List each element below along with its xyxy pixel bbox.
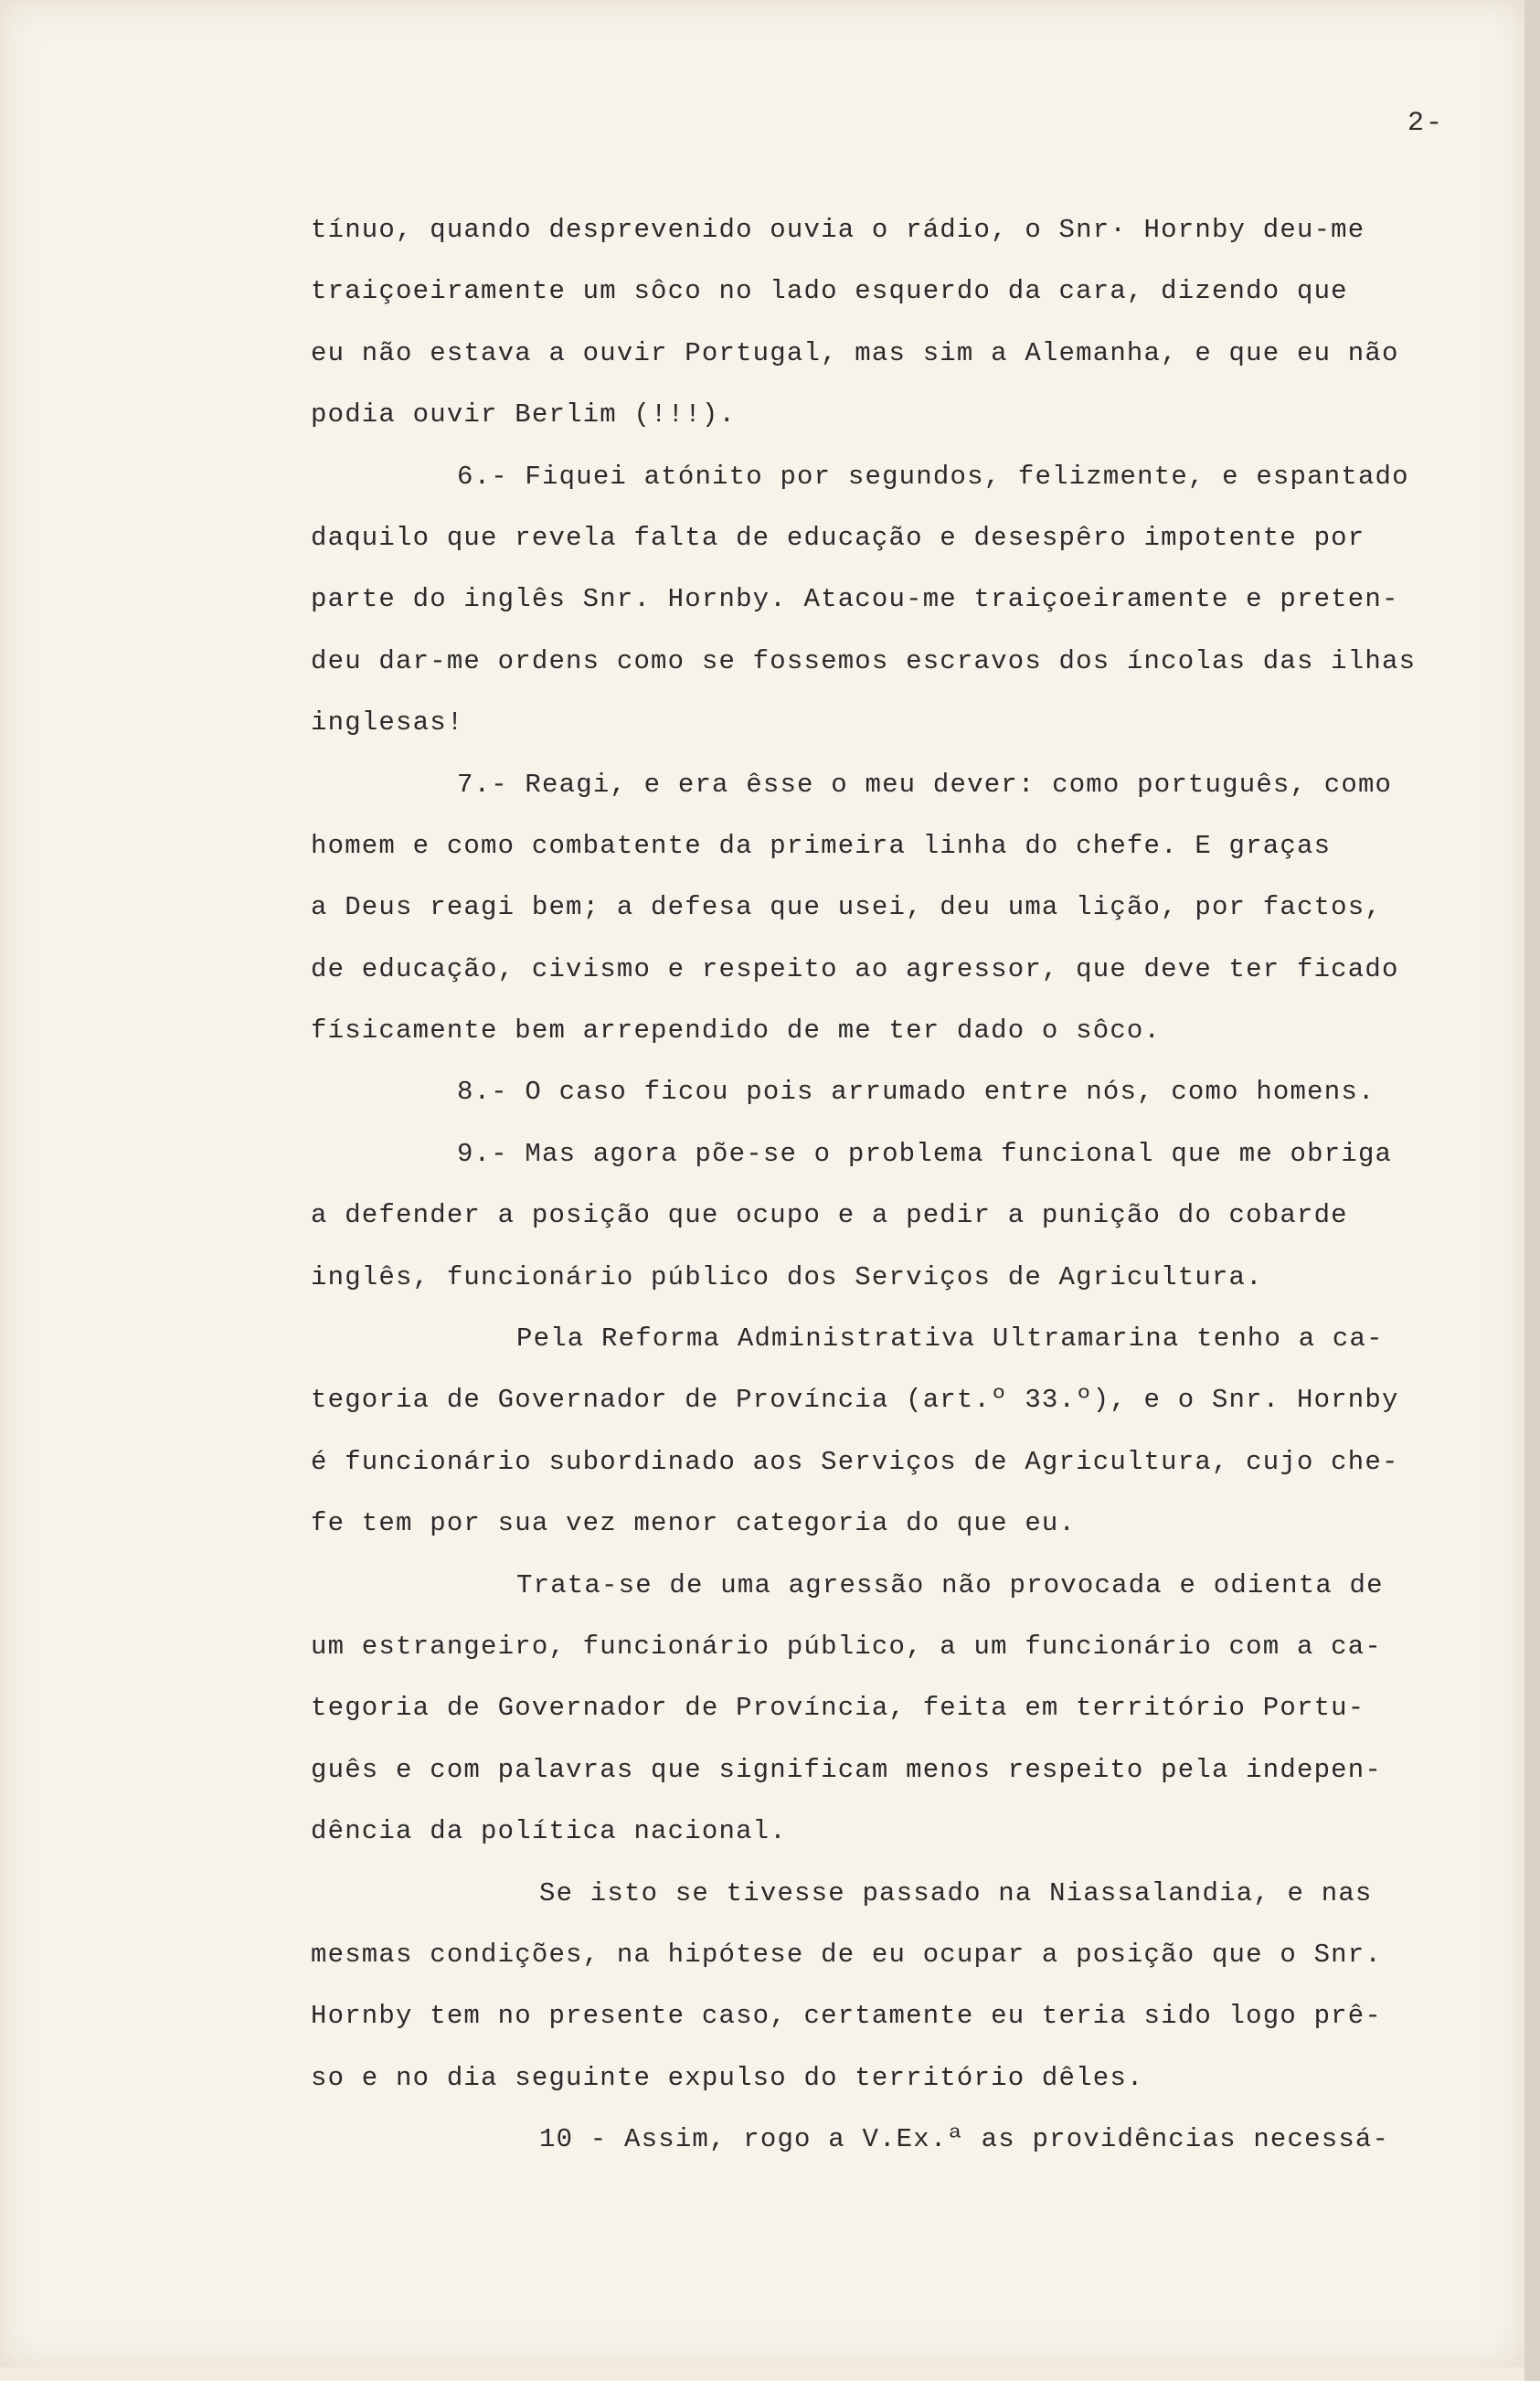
text-line: um estrangeiro, funcionário público, a um funcionário com a ca- <box>311 1631 1382 1662</box>
text-line: eu não estava a ouvir Portugal, mas sim a Alemanha, e que eu não <box>311 337 1399 368</box>
text-line: 6.- Fiquei atónito por segundos, felizmente, e espantado <box>457 461 1409 492</box>
text-line: 7.- Reagi, e era êsse o meu dever: como português, como <box>457 769 1393 800</box>
text-line: Trata-se de uma agressão não provocada e odienta de <box>516 1569 1384 1600</box>
page-edge <box>1524 0 1540 2381</box>
text-line: podia ouvir Berlim (!!!). <box>311 399 737 430</box>
text-line: dência da política nacional. <box>311 1816 787 1847</box>
text-line: Pela Reforma Administrativa Ultramarina tenho a ca- <box>516 1323 1384 1355</box>
text-line: Hornby tem no presente caso, certamente eu teria sido logo prê- <box>311 2001 1382 2032</box>
text-line: fe tem por sua vez menor categoria do que eu. <box>311 1508 1077 1539</box>
text-line: guês e com palavras que significam menos respeito pela indepen- <box>311 1754 1382 1785</box>
text-line: deu dar-me ordens como se fossemos escravos dos íncolas das ilhas <box>311 645 1417 676</box>
text-line: inglesas! <box>311 707 464 739</box>
text-line: físicamente bem arrependido de me ter dado o sôco. <box>311 1015 1162 1047</box>
text-line: mesmas condições, na hipótese de eu ocupar a posição que o Snr. <box>311 1939 1382 1970</box>
text-line: tínuo, quando desprevenido ouvia o rádio, o Snr· Hornby deu-me <box>311 215 1365 245</box>
text-line: parte do inglês Snr. Hornby. Atacou-me traiçoeiramente e preten- <box>311 584 1399 615</box>
text-line: daquilo que revela falta de educação e desespêro impotente por <box>311 522 1365 553</box>
page-number: 2- <box>1407 108 1445 139</box>
text-line: a Deus reagi bem; a defesa que usei, deu uma lição, por factos, <box>311 892 1382 923</box>
letter-body <box>311 199 1499 2171</box>
text-line: traiçoeiramente um sôco no lado esquerdo da cara, dizendo que <box>311 276 1348 307</box>
text-line: so e no dia seguinte expulso do território dêles. <box>311 2062 1144 2093</box>
text-line: 9.- Mas agora põe-se o problema funcional que me obriga <box>457 1138 1393 1169</box>
text-line: inglês, funcionário público dos Serviços de Agricultura. <box>311 1261 1263 1292</box>
text-line: 10 - Assim, rogo a V.Ex.ª as providências necessá- <box>539 2124 1390 2155</box>
text-line: homem e como combatente da primeira linha do chefe. E graças <box>311 830 1332 861</box>
text-line: tegoria de Governador de Província, feita em território Portu- <box>311 1693 1365 1724</box>
text-line: é funcionário subordinado aos Serviços de Agricultura, cujo che- <box>311 1446 1399 1477</box>
text-line: a defender a posição que ocupo e a pedir a punição do cobarde <box>311 1200 1348 1231</box>
text-line: Se isto se tivesse passado na Niassalandia, e nas <box>539 1877 1373 1908</box>
text-line: tegoria de Governador de Província (art.º 33.º), e o Snr. Hornby <box>311 1385 1399 1416</box>
text-line: 8.- O caso ficou pois arrumado entre nós, como homens. <box>457 1077 1375 1108</box>
text-line: de educação, civismo e respeito ao agressor, que deve ter ficado <box>311 953 1399 984</box>
